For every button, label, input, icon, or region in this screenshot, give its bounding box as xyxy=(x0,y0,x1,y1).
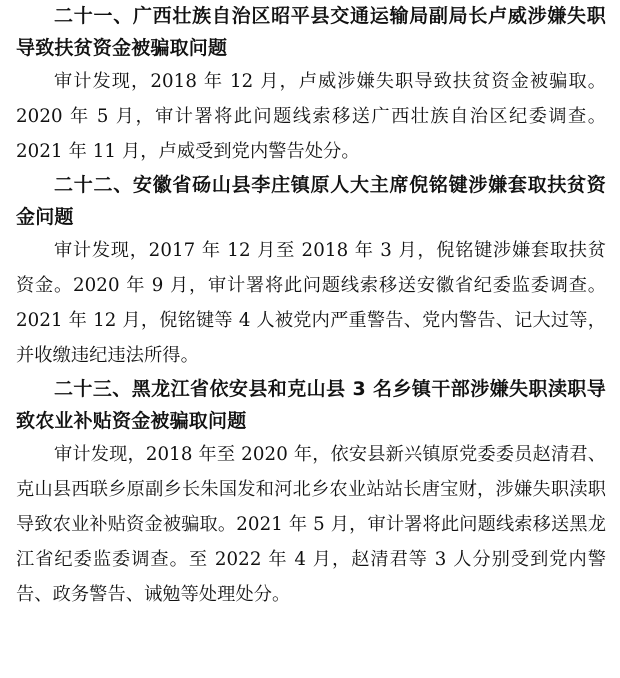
section-23 xyxy=(16,373,606,612)
section-body: 审计发现，2018 年至 2020 年，依安县新兴镇原党委委员赵清君、克山县西联乡原副乡长朱国发和河北乡农业站站长唐宝财，涉嫌失职渎职导致农业补贴资金被骗取。2021 年 5 月，审计署将此问题线索移送黑龙江省纪委监委调查。至 2022 年 4 月，赵清君等 3 人分别受到党内警告、政务警告、诫勉等处理处分。 xyxy=(16,444,606,605)
section-body: 审计发现，2017 年 12 月至 2018 年 3 月，倪铭键涉嫌套取扶贫资金。2020 年 9 月，审计署将此问题线索移送安徽省纪委监委调查。2021 年 12 月，倪铭键等 4 人被党内严重警告、党内警告、记大过等，并收缴违纪违法所得。 xyxy=(16,240,606,366)
section-heading: 二十三、黑龙江省依安县和克山县 3 名乡镇干部涉嫌失职渎职导致农业补贴资金被骗取问题 xyxy=(16,378,606,432)
section-21 xyxy=(16,0,606,169)
section-heading: 二十二、安徽省砀山县李庄镇原人大主席倪铭键涉嫌套取扶贫资金问题 xyxy=(16,174,606,228)
section-body: 审计发现，2018 年 12 月，卢威涉嫌失职导致扶贫资金被骗取。2020 年 5 月，审计署将此问题线索移送广西壮族自治区纪委调查。2021 年 11 月，卢威受到党内警告处分。 xyxy=(16,71,606,162)
section-22 xyxy=(16,169,606,373)
section-heading: 二十一、广西壮族自治区昭平县交通运输局副局长卢威涉嫌失职导致扶贫资金被骗取问题 xyxy=(16,5,606,59)
